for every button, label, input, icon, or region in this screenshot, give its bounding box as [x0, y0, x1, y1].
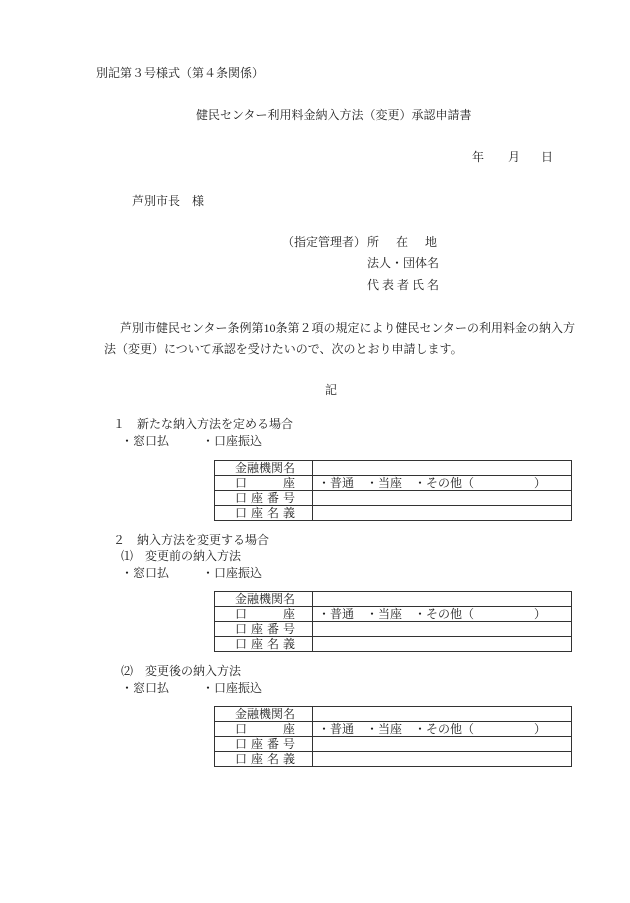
section2-after-option-counter: ・窓口払	[121, 681, 170, 695]
account-name-value-cell	[313, 637, 572, 652]
account-name-label: 口 座 名 義	[235, 637, 295, 651]
bank-name-value-cell	[313, 461, 572, 476]
section2-before-heading: ⑴ 変更前の納入方法	[121, 549, 242, 563]
org-label: 法人・団体名	[367, 256, 440, 270]
account-types: ・普通 ・当座 ・その他（ ）	[313, 607, 572, 622]
account-number-value-cell	[313, 737, 572, 752]
table-row	[215, 491, 572, 506]
address-label-wrap	[367, 235, 437, 249]
section2-before-option-counter: ・窓口払	[121, 566, 170, 580]
account-label-cell	[215, 722, 313, 737]
account-number-label-cell	[215, 491, 313, 506]
representative-label-wrap	[367, 278, 440, 292]
section2-after-bank-table	[214, 706, 572, 767]
bank-name-value-cell	[313, 707, 572, 722]
date-month: 月	[508, 150, 521, 164]
account-name-value-cell	[313, 752, 572, 767]
table-row	[215, 637, 572, 652]
account-name-label: 口 座 名 義	[235, 506, 295, 520]
address-label: 所 在 地	[367, 235, 437, 249]
addressee: 芦別市長 様	[132, 194, 205, 208]
account-label-cell	[215, 476, 313, 491]
date-day: 日	[541, 150, 554, 164]
representative-label: 代 表 者 氏 名	[367, 278, 440, 292]
section2-after-option-transfer: ・口座振込	[202, 681, 263, 695]
bank-name-label: 金融機関名	[235, 592, 296, 606]
account-number-value-cell	[313, 622, 572, 637]
table-row	[215, 722, 572, 737]
form-number: 別記第３号様式（第４条関係）	[96, 66, 265, 80]
date-year: 年	[472, 150, 485, 164]
account-number-value-cell	[313, 491, 572, 506]
applicant-role: （指定管理者）	[282, 235, 367, 249]
table-row	[215, 607, 572, 622]
document-title: 健民センター利用料金納入方法（変更）承認申請書	[196, 108, 472, 122]
table-row	[215, 752, 572, 767]
body-line-1: 芦別市健民センター条例第10条第２項の規定により健民センターの利用料金の納入方	[120, 321, 576, 335]
account-number-label: 口 座 番 号	[235, 491, 295, 505]
account-name-label-cell	[215, 637, 313, 652]
section2-after-heading: ⑵ 変更後の納入方法	[121, 664, 242, 678]
account-types: ・普通 ・当座 ・その他（ ）	[313, 722, 572, 737]
account-name-label-cell	[215, 506, 313, 521]
bank-name-value-cell	[313, 592, 572, 607]
bank-name-label-cell	[215, 592, 313, 607]
table-row	[215, 622, 572, 637]
account-types: ・普通 ・当座 ・その他（ ）	[313, 476, 572, 491]
account-number-label-cell	[215, 622, 313, 637]
table-row	[215, 461, 572, 476]
body-line-2: 法（変更）について承認を受けたいので、次のとおり申請します。	[104, 342, 463, 356]
ki-heading: 記	[325, 383, 338, 397]
section1-heading: １ 新たな納入方法を定める場合	[113, 417, 294, 431]
section1-bank-table	[214, 460, 572, 521]
account-name-value-cell	[313, 506, 572, 521]
bank-name-label-cell	[215, 461, 313, 476]
table-row	[215, 707, 572, 722]
table-row	[215, 476, 572, 491]
account-label: 口 座	[235, 476, 295, 490]
table-row	[215, 592, 572, 607]
table-row	[215, 506, 572, 521]
account-label: 口 座	[235, 722, 295, 736]
section2-before-option-transfer: ・口座振込	[202, 566, 263, 580]
account-name-label: 口 座 名 義	[235, 752, 295, 766]
bank-name-label: 金融機関名	[235, 461, 296, 475]
section2-before-bank-table	[214, 591, 572, 652]
table-row	[215, 737, 572, 752]
bank-name-label: 金融機関名	[235, 707, 296, 721]
account-number-label-cell	[215, 737, 313, 752]
section1-option-transfer: ・口座振込	[202, 434, 263, 448]
account-label: 口 座	[235, 607, 295, 621]
bank-name-label-cell	[215, 707, 313, 722]
org-label-wrap	[367, 256, 440, 270]
account-number-label: 口 座 番 号	[235, 622, 295, 636]
section1-option-counter: ・窓口払	[121, 434, 170, 448]
account-name-label-cell	[215, 752, 313, 767]
account-number-label: 口 座 番 号	[235, 737, 295, 751]
account-label-cell	[215, 607, 313, 622]
section2-heading: ２ 納入方法を変更する場合	[113, 533, 270, 547]
